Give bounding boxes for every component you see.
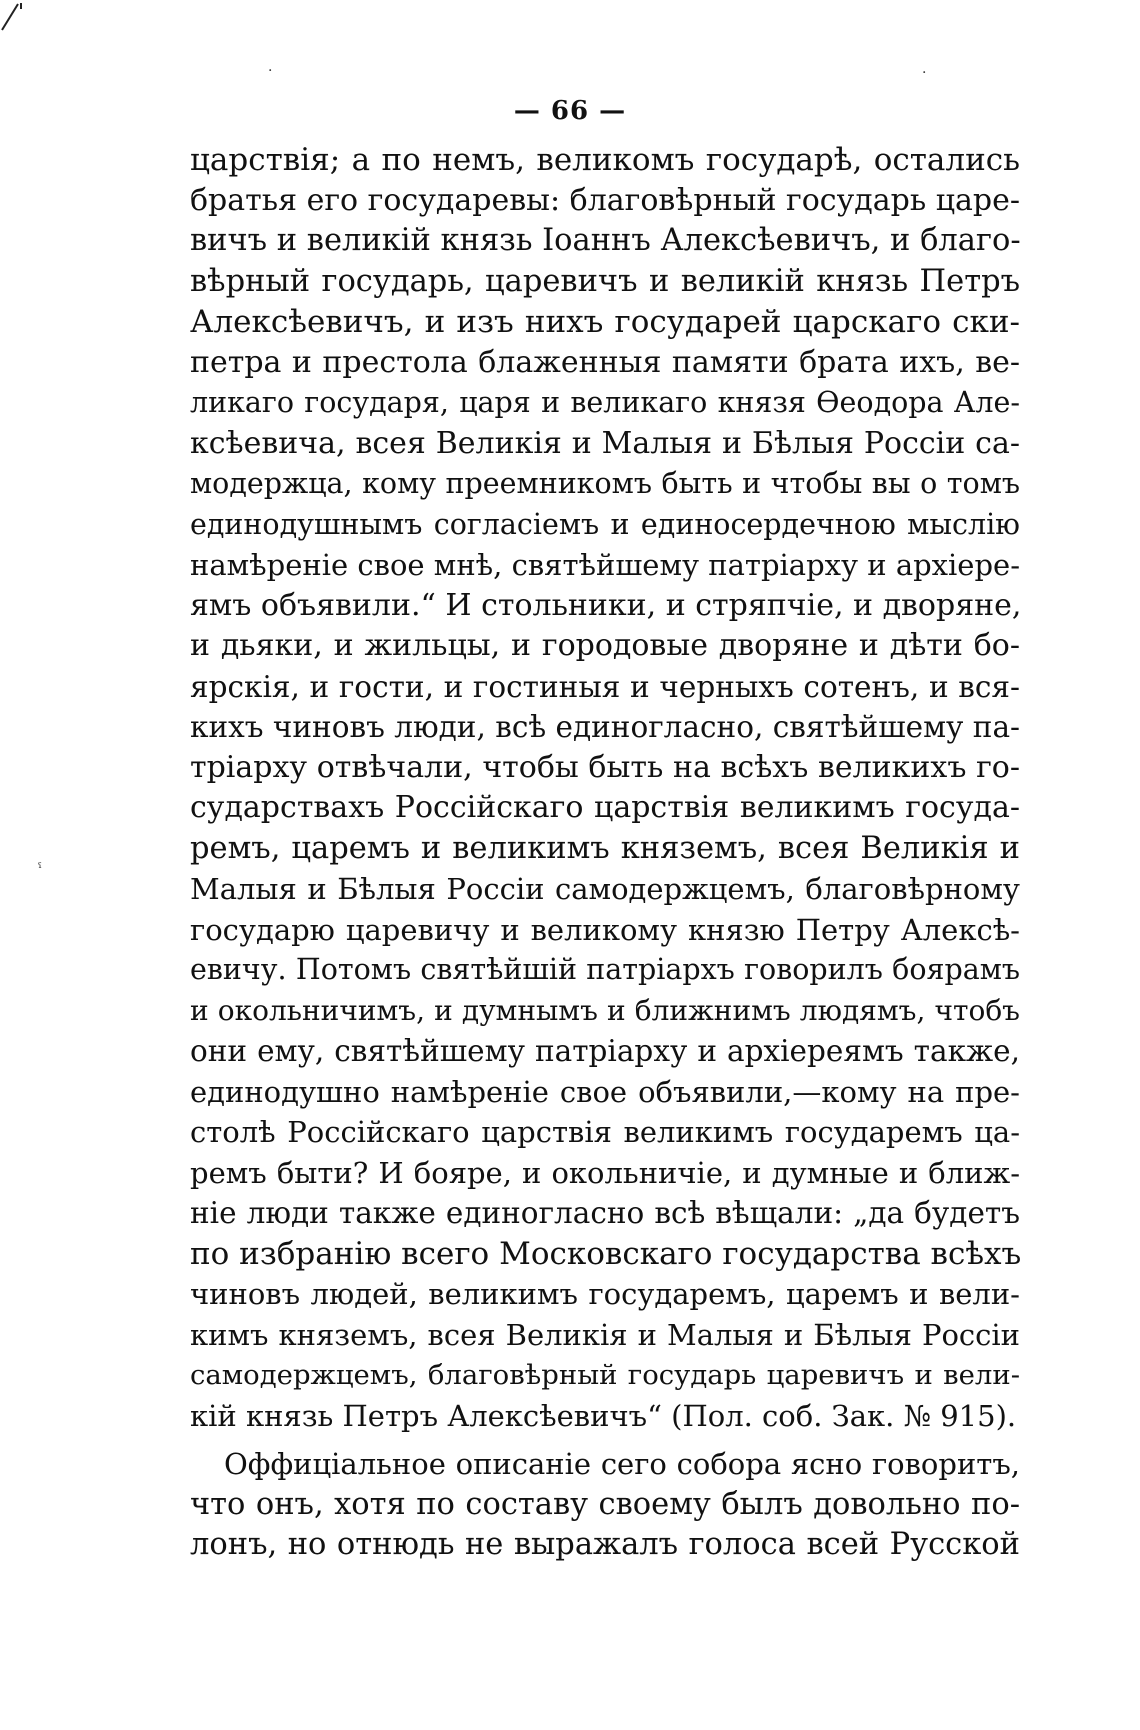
text-line: ликаго государя, царя и великаго князя Ѳеодора Але- <box>190 386 1020 419</box>
text-line: чиновъ людей, великимъ государемъ, царемъ и вели- <box>190 1277 1020 1311</box>
text-line: единодушно намѣреніе свое объявили,—кому на пре- <box>190 1074 1020 1109</box>
text-line: ямъ объявили.“ И стольники, и стряпчіе, и дворяне, <box>190 587 1022 623</box>
text-line: намѣреніе свое мнѣ, святѣйшему патріарху и архіере- <box>190 548 1020 582</box>
text-line: петра и престола блаженныя памяти брата ихъ, ве- <box>190 344 1020 380</box>
text-line: сударствахъ Россійскаго царствія великимъ госуда- <box>190 790 1020 825</box>
text-line: ніе люди также единогласно всѣ вѣщали: „да будетъ <box>190 1196 1020 1230</box>
text-line: самодержцемъ, благовѣрный государь царевичъ и вели- <box>190 1359 1020 1391</box>
text-line: по избранію всего Московскаго государства всѣхъ <box>190 1235 1022 1272</box>
text-line: Малыя и Бѣлыя Россіи самодержцемъ, благовѣрному <box>190 872 1020 906</box>
scan-speck: · <box>268 63 273 79</box>
text-line: вѣрный государь, царевичъ и великій князь Петръ <box>190 263 1020 299</box>
text-line: Оффиціальное описаніе сего собора ясно говоритъ, <box>224 1447 1020 1481</box>
page-number: — 66 — <box>513 96 627 126</box>
text-line: ксѣевича, всея Великія и Малыя и Бѣлыя Россіи са- <box>190 425 1020 461</box>
body-text <box>190 140 1020 1566</box>
text-line: единодушнымъ согласіемъ и единосердечною мыслію <box>190 507 1020 541</box>
text-line: и дьяки, и жильцы, и городовые дворяне и дѣти бо- <box>190 628 1020 663</box>
text-line: евичу. Потомъ святѣйшій патріархъ говорилъ боярамъ <box>190 953 1020 986</box>
text-line: царствія; а по немъ, великомъ государѣ, остались <box>190 142 1020 178</box>
text-line: кихъ чиновъ люди, всѣ единогласно, святѣйшему па- <box>190 710 1021 744</box>
scan-speck: · <box>922 65 927 81</box>
text-line: государю царевичу и великому князю Петру Алексѣ- <box>190 912 1020 947</box>
text-line: тріарху отвѣчали, чтобы быть на всѣхъ великихъ го- <box>190 749 1020 785</box>
text-line: лонъ, но отнюдь не выражалъ голоса всей Русской <box>190 1527 1020 1562</box>
text-line: кій князь Петръ Алексѣевичъ“ (Пол. соб. Зак. № 915). <box>190 1398 1017 1433</box>
text-line: они ему, святѣйшему патріарху и архіереямъ также, <box>190 1034 1020 1068</box>
paragraph-gap <box>190 1436 1020 1444</box>
text-line: и окольничимъ, и думнымъ и ближнимъ людямъ, чтобъ <box>190 993 1020 1027</box>
text-line: модержца, кому преемникомъ быть и чтобы вы о томъ <box>190 467 1020 500</box>
corner-scan-mark <box>0 0 40 40</box>
text-line: братья его государевы: благовѣрный государь царе- <box>190 182 1020 218</box>
text-line: Алексѣевичъ, и изъ нихъ государей царскаго ски- <box>190 304 1020 340</box>
scan-speck: ˁ <box>38 861 42 877</box>
paragraph <box>190 1444 1020 1566</box>
text-line: что онъ, хотя по составу своему былъ довольно по- <box>190 1486 1020 1522</box>
text-line: ярскія, и гости, и гостиныя и черныхъ сотенъ, и вся- <box>190 669 1020 704</box>
text-line: столѣ Россійскаго царствія великимъ государемъ ца- <box>190 1115 1020 1149</box>
paragraph <box>190 140 1020 1436</box>
text-line: ремъ, царемъ и великимъ княземъ, всея Великія и <box>190 830 1020 866</box>
text-line: кимъ княземъ, всея Великія и Малыя и Бѣлыя Россіи <box>190 1317 1020 1352</box>
text-line: вичъ и великій князь Іоаннъ Алексѣевичъ, и благо- <box>190 223 1021 258</box>
text-line: ремъ быти? И бояре, и окольничіе, и думные и ближ- <box>190 1155 1020 1190</box>
